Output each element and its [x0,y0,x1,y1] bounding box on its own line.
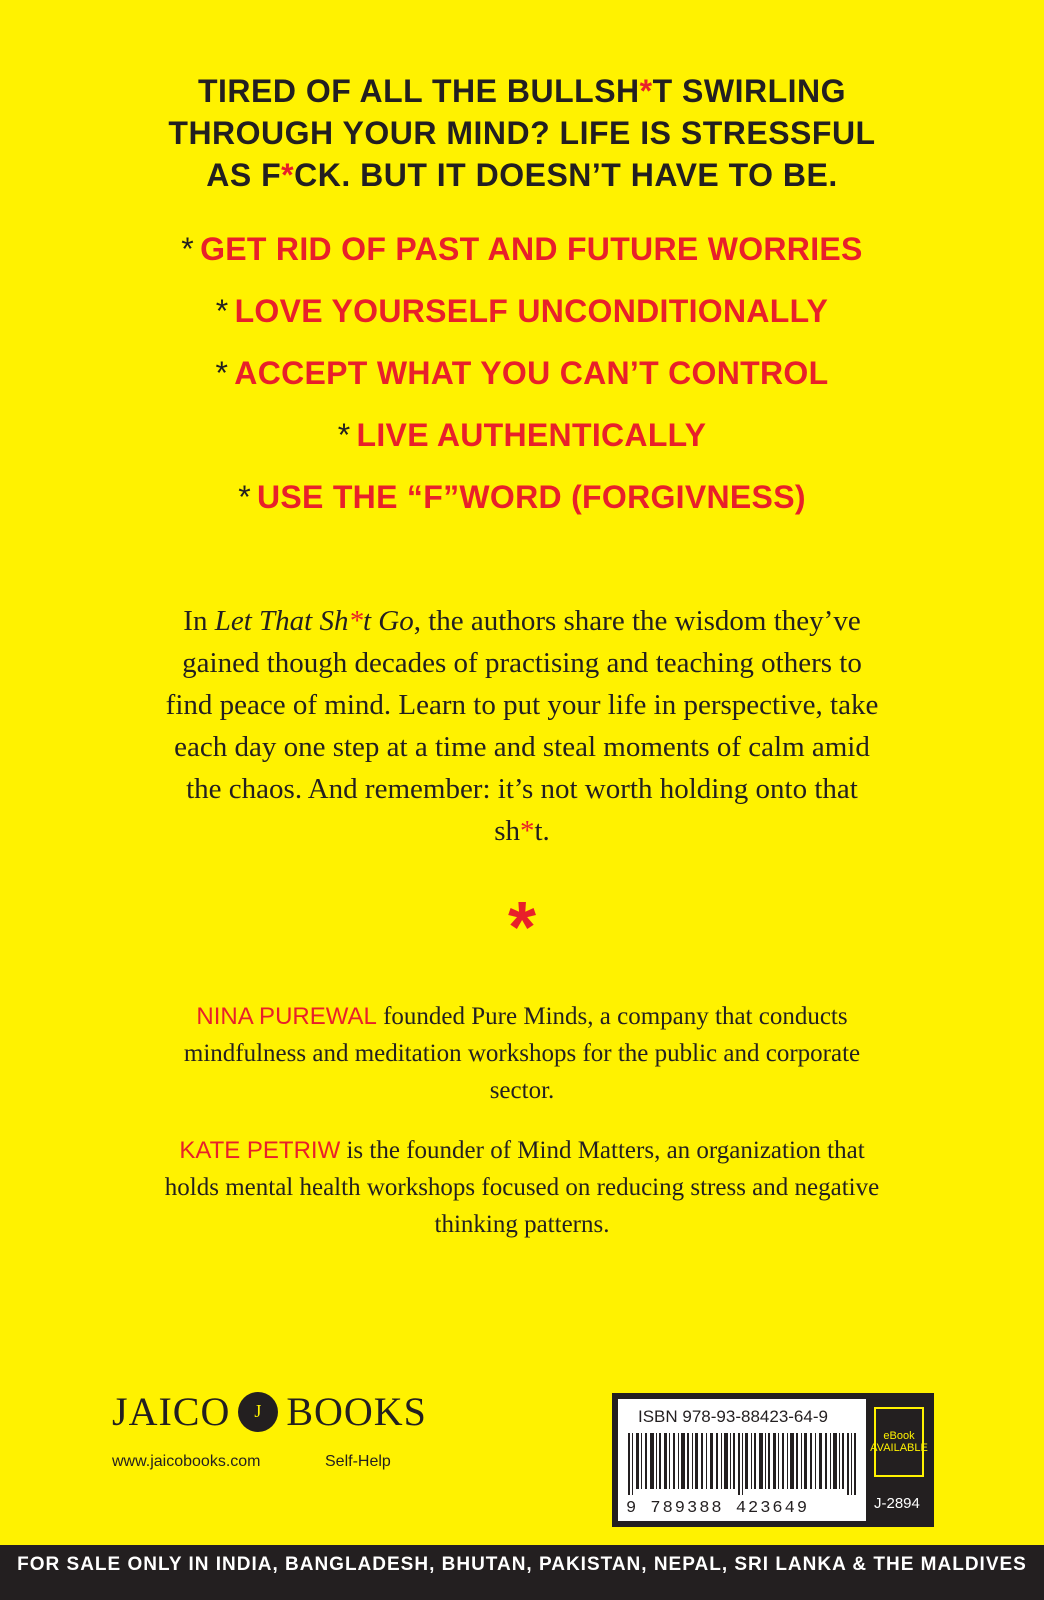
book-title: Let That Sh*t Go [214,605,414,637]
asterisk-icon: * [348,605,363,637]
bullet-star-icon: * [238,479,251,515]
headline-line-3: AS F*CK. BUT IT DOESN’T HAVE TO BE. [206,157,838,193]
author-name: NINA PUREWAL [196,1003,377,1030]
asterisk-icon: * [519,815,535,847]
publisher-emblem-icon: J [238,1392,278,1432]
list-item: * LIVE AUTHENTICALLY [337,417,707,453]
author-name: KATE PETRIW [179,1137,341,1164]
list-item: * LOVE YOURSELF UNCONDITIONALLY [215,293,829,329]
ebook-available-badge: eBook AVAILABLE [874,1407,924,1477]
asterisk-icon: * [281,157,295,193]
publisher-logo: JAICO J BOOKS [112,1389,427,1434]
headline [0,70,1044,196]
barcode-panel [618,1399,866,1521]
isbn-block [612,1393,934,1527]
list-item: * USE THE “F”WORD (FORGIVNESS) [238,479,806,515]
bullet-star-icon: * [215,293,229,329]
publisher-website: www.jaicobooks.com [112,1453,261,1470]
bullet-star-icon: * [215,355,229,391]
book-category: Self-Help [325,1453,391,1470]
headline-line-1: TIRED OF ALL THE BULLSH*T SWIRLING [197,73,847,109]
catalog-code: J-2894 [874,1495,920,1512]
barcode-icon [628,1433,856,1495]
asterisk-icon: * [639,73,653,109]
isbn-label: ISBN 978-93-88423-64-9 [638,1407,828,1426]
bullet-star-icon: * [181,231,195,267]
author-bio-1: NINA PUREWAL founded Pure Minds, a company that conducts mindfulness and meditation workshops for the public and corporate sector. [183,1003,861,1104]
benefit-list [0,218,1044,528]
author-bio-2: KATE PETRIW is the founder of Mind Matters, an organization that holds mental health workshops focused on reducing stress and negative thinking patterns. [164,1137,880,1238]
book-description: In Let That Sh*t Go, the authors share the wisdom they’ve gained though decades of practising and teaching others to find peace of mind. Learn to put your life in perspective, take each day one step at a time and steal moments of calm amid the chaos. And remember: it’s not worth holding onto that sh*t. [165,605,879,847]
bullet-star-icon: * [337,417,351,453]
divider-asterisk-icon: * [507,888,537,968]
list-item: * GET RID OF PAST AND FUTURE WORRIES [181,231,863,267]
barcode-digits: 9 789388 423649 [626,1499,810,1518]
headline-line-2: THROUGH YOUR MIND? LIFE IS STRESSFUL [168,115,876,151]
sale-territory-footer: FOR SALE ONLY IN INDIA, BANGLADESH, BHUTAN, PAKISTAN, NEPAL, SRI LANKA & THE MALDIVES [0,1545,1044,1600]
list-item: * ACCEPT WHAT YOU CAN’T CONTROL [215,355,829,391]
